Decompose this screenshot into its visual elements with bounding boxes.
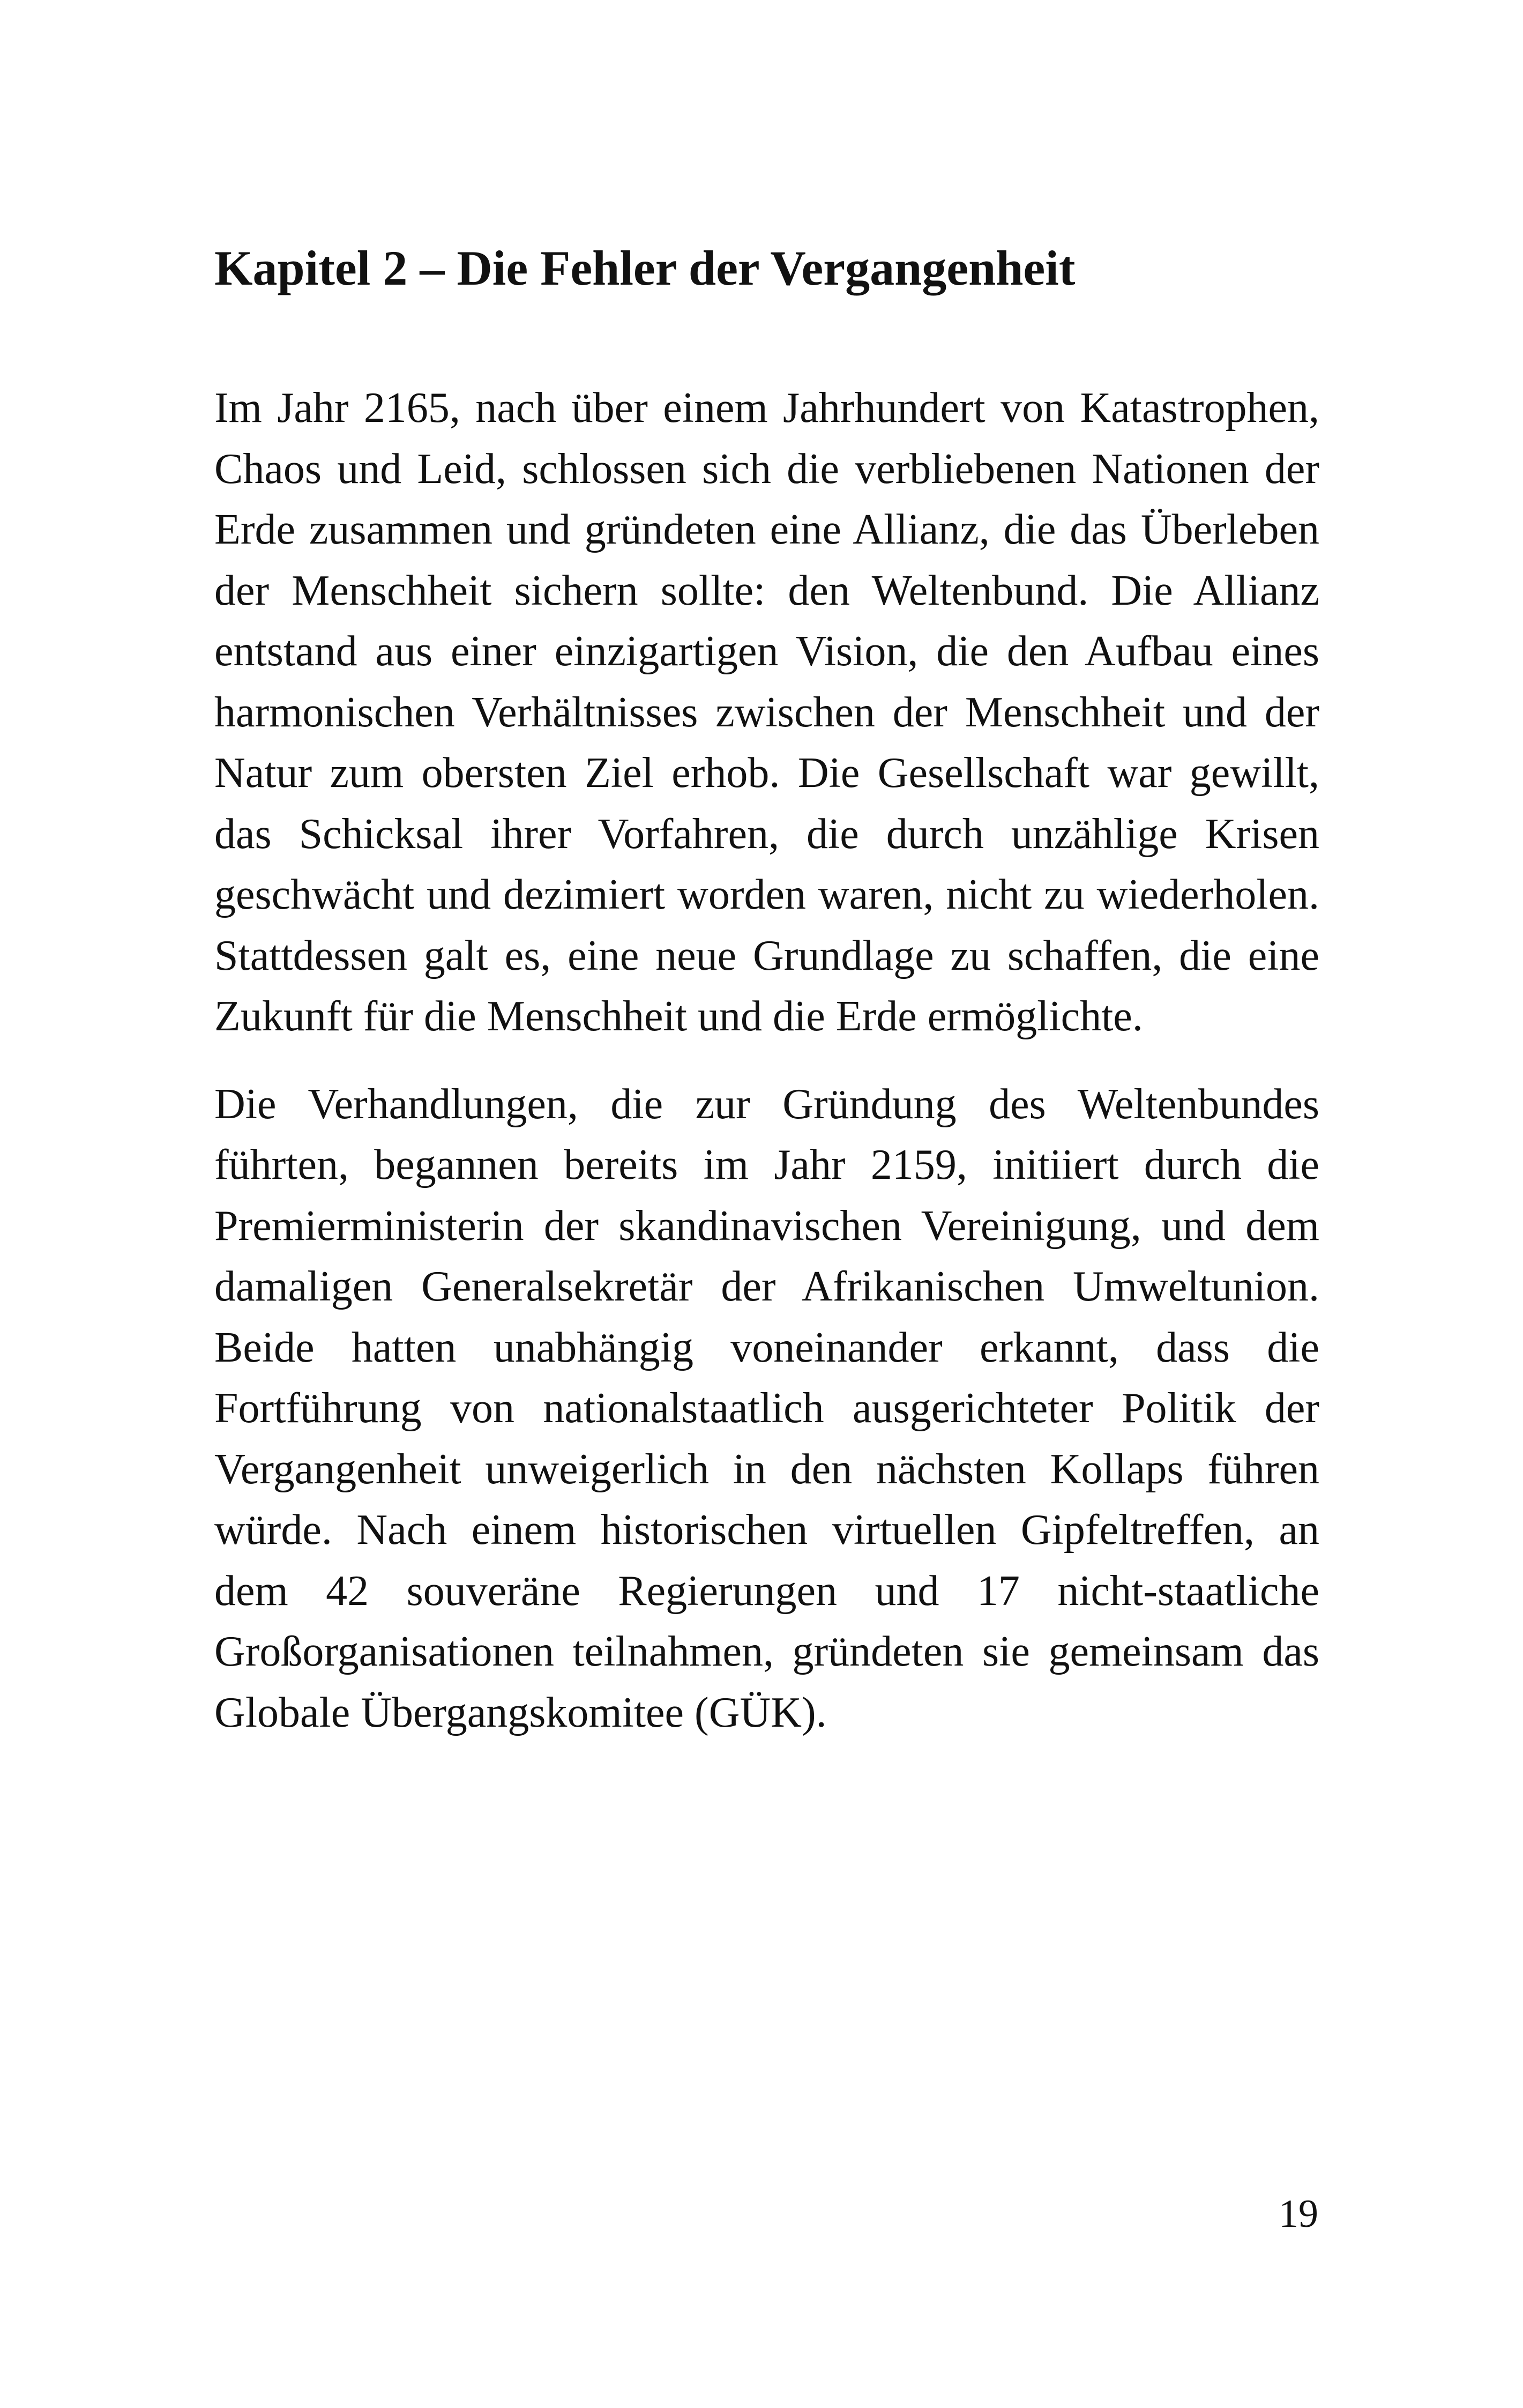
paragraph: Im Jahr 2165, nach über einem Jahrhundert von Katastrophen, Chaos und Leid, schlossen sich die verbliebenen Nationen der Erde zusammen und gründeten eine Allianz, die das Überleben der Menschheit sichern sollte: den Weltenbund. Die Allianz entstand aus einer einzigartigen Vision, die den Aufbau eines harmonischen Verhältnisses zwischen der Menschheit und der Natur zum obersten Ziel erhob. Die Gesellschaft war gewillt, das Schicksal ihrer Vorfahren, die durch unzählige Krisen geschwächt und dezimiert worden waren, nicht zu wiederholen. Stattdessen galt es, eine neue Grundlage zu schaffen, die eine Zukunft für die Menschheit und die Erde ermöglichte.	[214, 384, 1319, 1040]
page-number: 19	[1279, 2192, 1318, 2236]
paragraph: Die Verhandlungen, die zur Gründung des Weltenbundes führten, begannen bereits im Jahr 2159, initiiert durch die Premierministerin der skandinavischen Vereinigung, und dem damaligen Generalsekretär der Afrikanischen Umweltunion. Beide hatten unabhängig voneinander erkannt, dass die Fortführung von nationalstaatlich ausgerichteter Politik der Vergangenheit unweigerlich in den nächsten Kollaps führen würde. Nach einem historischen virtuellen Gipfeltreffen, an dem 42 souveräne Regierungen und 17 nicht-staatliche Großorganisationen teilnahmen, gründeten sie gemeinsam das Globale Übergangskomitee (GÜK).	[214, 1080, 1319, 1736]
body-text	[214, 378, 1319, 1743]
chapter-title: Kapitel 2 – Die Fehler der Vergangenheit	[214, 241, 1076, 295]
